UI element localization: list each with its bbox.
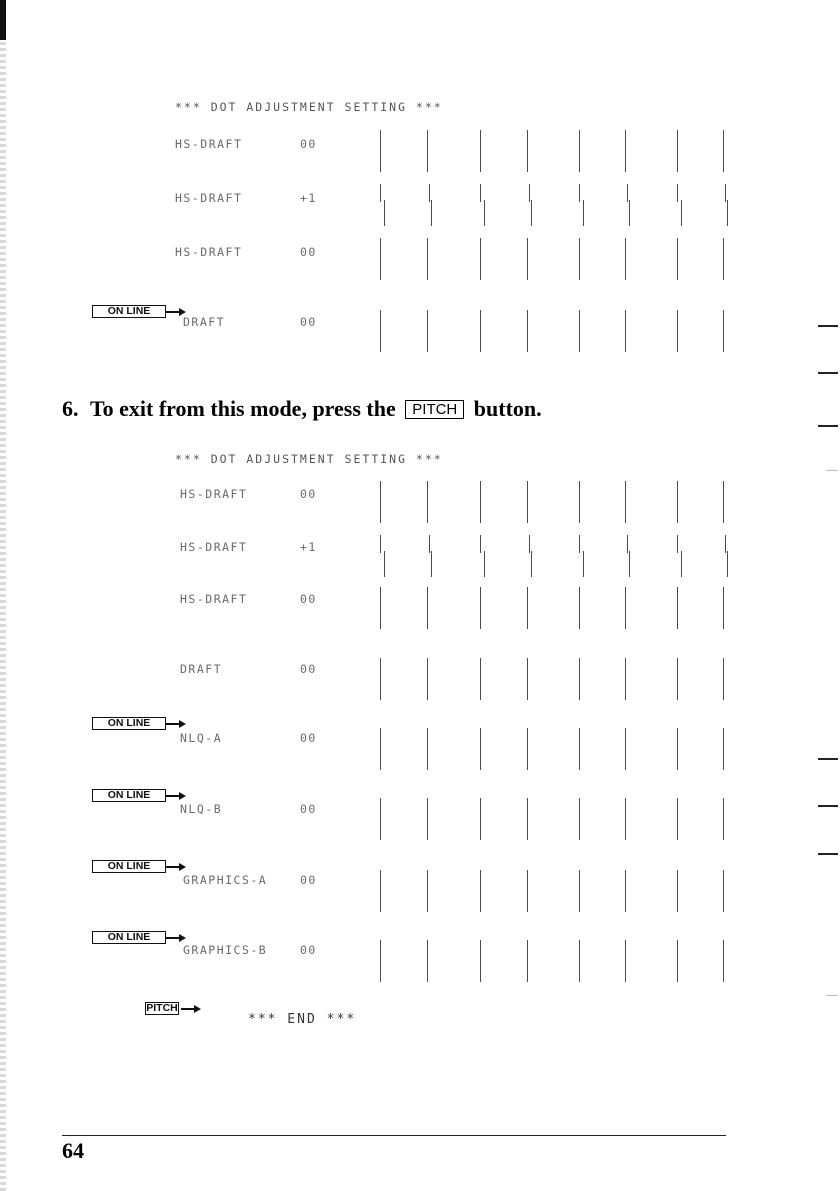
dot-tick — [431, 200, 432, 226]
online-key: ON LINE — [92, 860, 166, 873]
dot-tick — [380, 481, 381, 523]
dot-tick — [427, 728, 428, 770]
edge-mark — [818, 853, 838, 855]
dot-pattern — [380, 184, 740, 228]
dot-tick — [725, 535, 726, 553]
dot-tick — [579, 658, 580, 700]
dot-tick — [527, 481, 528, 523]
dot-tick — [579, 481, 580, 523]
dot-tick — [723, 130, 724, 172]
dot-tick — [579, 184, 580, 202]
printout-mode: HS-DRAFT — [180, 592, 248, 606]
dot-tick — [527, 310, 528, 352]
dot-tick — [429, 535, 430, 553]
dot-tick — [627, 184, 628, 202]
printout-mode: HS-DRAFT — [180, 540, 248, 554]
dot-tick — [625, 587, 626, 629]
dot-tick — [427, 238, 428, 280]
dot-tick — [380, 798, 381, 840]
dot-pattern — [380, 238, 740, 282]
dot-tick — [627, 535, 628, 553]
printout-value: +1 — [300, 540, 317, 554]
dot-tick — [625, 658, 626, 700]
printout-value: 00 — [300, 592, 317, 606]
pitch-key: PITCH — [146, 1002, 178, 1014]
dot-tick — [480, 940, 481, 982]
dot-tick — [677, 130, 678, 172]
dot-tick — [380, 184, 381, 202]
printout-mode: DRAFT — [180, 662, 223, 676]
dot-tick — [380, 130, 381, 172]
dot-tick — [527, 728, 528, 770]
dot-tick — [625, 728, 626, 770]
printout-value: 00 — [300, 487, 317, 501]
dot-tick — [723, 658, 724, 700]
dot-tick — [629, 551, 630, 577]
step-instruction — [62, 396, 542, 422]
dot-tick — [625, 940, 626, 982]
dot-tick — [480, 184, 481, 202]
printout-mode: GRAPHICS-B — [183, 943, 268, 957]
dot-tick — [677, 310, 678, 352]
dot-tick — [677, 798, 678, 840]
step-number: 6. — [62, 396, 79, 421]
edge-mark — [818, 372, 838, 374]
dot-pattern — [380, 728, 740, 772]
edge-mark — [818, 425, 838, 427]
dot-tick — [625, 130, 626, 172]
page-number: 64 — [62, 1138, 84, 1163]
dot-tick — [583, 200, 584, 226]
dot-tick — [380, 535, 381, 553]
printout-value: 00 — [300, 802, 317, 816]
dot-tick — [677, 658, 678, 700]
dot-tick — [579, 535, 580, 553]
dot-pattern — [380, 587, 740, 631]
dot-tick — [527, 940, 528, 982]
printout-mode: HS-DRAFT — [180, 487, 248, 501]
dot-tick — [527, 798, 528, 840]
dot-pattern — [380, 481, 740, 525]
dot-tick — [677, 940, 678, 982]
dot-tick — [427, 870, 428, 912]
page-edge-marks — [810, 0, 840, 1191]
dot-tick — [723, 728, 724, 770]
dot-tick — [579, 870, 580, 912]
dot-tick — [380, 310, 381, 352]
binding-mark — [0, 0, 6, 40]
dot-tick — [677, 728, 678, 770]
dot-tick — [579, 940, 580, 982]
dot-tick — [527, 130, 528, 172]
dot-tick — [723, 798, 724, 840]
printout-mode: HS-DRAFT — [175, 245, 243, 259]
printout-value: 00 — [300, 731, 317, 745]
edge-mark — [818, 805, 838, 807]
printout-value: 00 — [300, 943, 317, 957]
dot-tick — [531, 200, 532, 226]
arrow-icon — [166, 860, 192, 874]
dot-tick — [380, 238, 381, 280]
dot-tick — [723, 940, 724, 982]
dot-tick — [384, 551, 385, 577]
dot-tick — [677, 184, 678, 202]
dot-tick — [579, 728, 580, 770]
dot-tick — [681, 551, 682, 577]
dot-tick — [579, 798, 580, 840]
dot-tick — [725, 184, 726, 202]
printout-mode: NLQ-A — [180, 731, 223, 745]
dot-tick — [380, 658, 381, 700]
dot-tick — [427, 587, 428, 629]
pitch-key: PITCH — [405, 400, 464, 419]
dot-pattern — [380, 310, 740, 354]
dot-tick — [579, 238, 580, 280]
dot-tick — [625, 481, 626, 523]
online-key: ON LINE — [92, 717, 166, 730]
step-text-end: button. — [473, 396, 542, 421]
step-text: To exit from this mode, press the — [90, 396, 396, 421]
dot-tick — [723, 870, 724, 912]
binding-edge — [0, 0, 6, 1191]
dot-tick — [625, 798, 626, 840]
dot-tick — [480, 870, 481, 912]
dot-tick — [727, 551, 728, 577]
printout-title: *** DOT ADJUSTMENT SETTING *** — [175, 100, 443, 114]
edge-mark — [818, 758, 838, 760]
printout-mode: NLQ-B — [180, 802, 223, 816]
dot-tick — [529, 184, 530, 202]
dot-tick — [527, 870, 528, 912]
dot-tick — [681, 200, 682, 226]
dot-tick — [723, 310, 724, 352]
edge-mark — [826, 995, 838, 996]
dot-tick — [723, 587, 724, 629]
online-key: ON LINE — [92, 305, 166, 318]
online-key: ON LINE — [92, 789, 166, 802]
dot-tick — [625, 238, 626, 280]
printout-mode: DRAFT — [183, 315, 226, 329]
dot-tick — [427, 481, 428, 523]
dot-tick — [480, 481, 481, 523]
dot-pattern — [380, 870, 740, 914]
printout-value: 00 — [300, 137, 317, 151]
dot-tick — [427, 658, 428, 700]
printout-mode: GRAPHICS-A — [183, 873, 268, 887]
dot-tick — [427, 130, 428, 172]
dot-tick — [427, 940, 428, 982]
dot-tick — [480, 238, 481, 280]
dot-pattern — [380, 130, 740, 174]
dot-pattern — [380, 940, 740, 984]
dot-tick — [480, 798, 481, 840]
dot-tick — [527, 587, 528, 629]
dot-tick — [484, 200, 485, 226]
dot-tick — [727, 200, 728, 226]
dot-pattern — [380, 798, 740, 842]
arrow-icon — [166, 717, 192, 731]
dot-tick — [480, 587, 481, 629]
printout-value: +1 — [300, 191, 317, 205]
printout-end: *** END *** — [248, 1012, 357, 1027]
dot-tick — [384, 200, 385, 226]
dot-tick — [625, 870, 626, 912]
dot-tick — [677, 587, 678, 629]
dot-tick — [427, 310, 428, 352]
printout-mode: HS-DRAFT — [175, 191, 243, 205]
dot-tick — [527, 658, 528, 700]
dot-tick — [723, 238, 724, 280]
printout-mode: HS-DRAFT — [175, 137, 243, 151]
dot-tick — [480, 728, 481, 770]
printout-title: *** DOT ADJUSTMENT SETTING *** — [175, 452, 443, 466]
dot-tick — [579, 130, 580, 172]
dot-tick — [677, 238, 678, 280]
dot-tick — [429, 184, 430, 202]
printout-value: 00 — [300, 873, 317, 887]
printout-value: 00 — [300, 662, 317, 676]
dot-tick — [484, 551, 485, 577]
dot-tick — [427, 798, 428, 840]
online-key: ON LINE — [92, 931, 166, 944]
dot-tick — [380, 940, 381, 982]
dot-tick — [380, 728, 381, 770]
dot-tick — [677, 535, 678, 553]
edge-mark — [818, 325, 838, 327]
dot-tick — [579, 587, 580, 629]
dot-tick — [529, 535, 530, 553]
dot-tick — [629, 200, 630, 226]
dot-pattern — [380, 535, 740, 579]
edge-mark — [826, 470, 838, 471]
printout-value: 00 — [300, 315, 317, 329]
dot-tick — [480, 130, 481, 172]
dot-tick — [677, 481, 678, 523]
dot-tick — [480, 535, 481, 553]
dot-tick — [480, 658, 481, 700]
footer-rule — [62, 1135, 726, 1136]
dot-tick — [480, 310, 481, 352]
dot-tick — [380, 870, 381, 912]
dot-tick — [583, 551, 584, 577]
dot-tick — [431, 551, 432, 577]
arrow-icon — [166, 789, 192, 803]
dot-tick — [677, 870, 678, 912]
dot-tick — [579, 310, 580, 352]
dot-pattern — [380, 658, 740, 702]
dot-tick — [527, 238, 528, 280]
arrow-icon — [181, 1002, 207, 1016]
dot-tick — [723, 481, 724, 523]
printout-value: 00 — [300, 245, 317, 259]
dot-tick — [380, 587, 381, 629]
dot-tick — [531, 551, 532, 577]
dot-tick — [625, 310, 626, 352]
